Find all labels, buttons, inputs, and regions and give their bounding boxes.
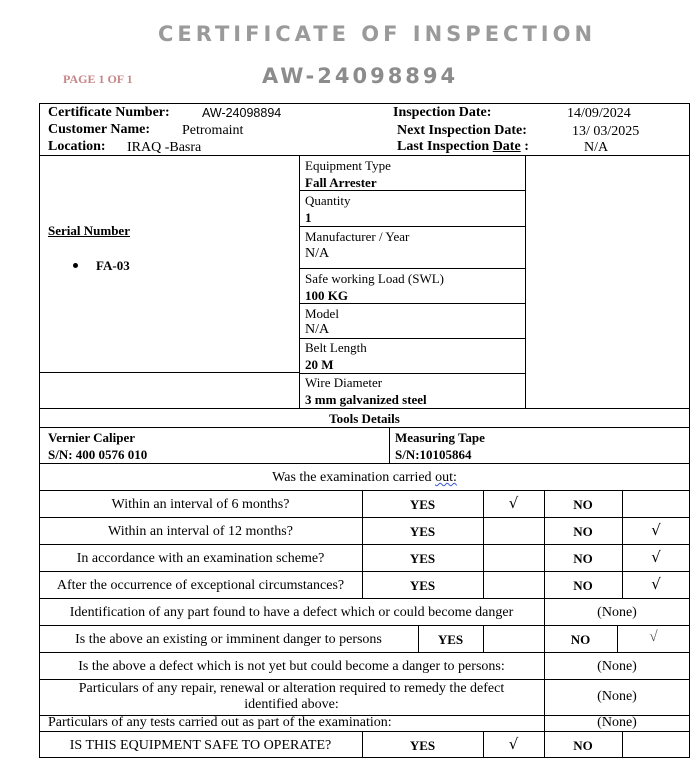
page-label: PAGE 1 OF 1 [63,72,133,86]
question-repair-particulars: Particulars of any repair, renewal or alteration required to remedy the defect [78,681,505,696]
yes-label: YES [409,497,436,512]
next-inspection-label: Next Inspection Date: [397,123,527,138]
swl-label: Safe working Load (SWL) [305,271,444,286]
defect-identification-value: (None) [597,605,637,620]
question-exceptional: After the occurrence of exceptional circumstances? [56,578,345,593]
check-icon: √ [651,548,661,566]
next-inspection-value: 13/ 03/2025 [572,124,640,139]
inspection-date-value: 14/09/2024 [567,106,631,121]
yes-label: YES [437,632,464,647]
customer-value: Petromaint [182,123,244,138]
last-inspection-label-colon: : [520,139,529,154]
no-label: NO [573,551,593,566]
manufacturer-value: N/A [305,246,330,261]
question-defect-identification: Identification of any part found to have a defect which or could become danger [69,605,514,620]
question-tests-particulars: Particulars of any tests carried out as part of the examination: [48,715,392,730]
tool-1-name: Vernier Caliper [48,430,136,445]
last-inspection-label [397,139,529,154]
location-label: Location: [48,139,106,154]
inspection-date-label: Inspection Date: [393,105,492,120]
check-icon: √ [508,735,519,753]
exam-heading [39,470,690,485]
yes-label: YES [409,551,436,566]
certificate-code-heading: AW-24098894 [262,64,459,88]
certificate-title: CERTIFICATE OF INSPECTION [157,22,597,46]
check-icon: √ [649,629,658,645]
manufacturer-label: Manufacturer / Year [305,229,410,244]
yes-label: YES [409,578,436,593]
question-future-danger: Is the above a defect which is not yet but could become a danger to persons: [78,659,505,674]
yes-label: YES [409,738,436,753]
cert-number-value: AW-24098894 [202,106,282,120]
wire-diameter-label: Wire Diameter [305,375,383,390]
no-label: NO [573,578,593,593]
model-label: Model [305,306,339,321]
question-imminent-danger: Is the above an existing or imminent danger to persons [75,632,382,647]
quantity-value: 1 [305,210,312,225]
check-icon: √ [508,494,519,512]
tests-particulars-value: (None) [597,715,637,730]
tool-1-serial: S/N: 400 0576 010 [48,447,148,462]
equipment-type-label: Equipment Type [305,158,391,173]
last-inspection-value: N/A [584,140,609,155]
exam-heading-out: out: [435,470,457,485]
tools-heading: Tools Details [329,411,400,426]
equipment-type-value: Fall Arrester [305,175,377,190]
yes-label: YES [409,524,436,539]
check-icon: √ [651,521,661,539]
question-safe-to-operate: IS THIS EQUIPMENT SAFE TO OPERATE? [69,738,332,753]
question-12-months: Within an interval of 12 months? [108,524,293,539]
no-label: NO [570,632,591,647]
tool-2-serial: S/N:10105864 [395,447,472,462]
location-value: IRAQ -Basra [127,140,202,155]
exam-heading-text: Was the examination carried [272,470,436,485]
bullet-icon [73,263,78,268]
repair-particulars-value: (None) [597,689,637,704]
check-icon: √ [651,575,661,593]
question-repair-particulars-cont: identified above: [244,697,339,712]
customer-label: Customer Name: [48,122,150,137]
serial-number-label: Serial Number [48,223,130,238]
last-inspection-label-part: Last Inspection [397,139,493,154]
quantity-label: Quantity [305,193,351,208]
belt-length-label: Belt Length [305,340,367,355]
last-inspection-label-date: Date [492,139,521,154]
future-danger-value: (None) [597,659,637,674]
question-6-months: Within an interval of 6 months? [111,497,290,512]
model-value: N/A [305,322,330,337]
wire-diameter-value: 3 mm galvanized steel [305,392,427,407]
serial-number-value: FA-03 [96,258,130,273]
no-label: NO [573,524,593,539]
cert-number-label: Certificate Number: [48,105,170,120]
no-label: NO [573,738,593,753]
swl-value: 100 KG [305,288,348,303]
question-exam-scheme: In accordance with an examination scheme? [76,551,325,566]
no-label: NO [573,497,593,512]
tool-2-name: Measuring Tape [395,430,485,445]
belt-length-value: 20 M [305,357,334,372]
